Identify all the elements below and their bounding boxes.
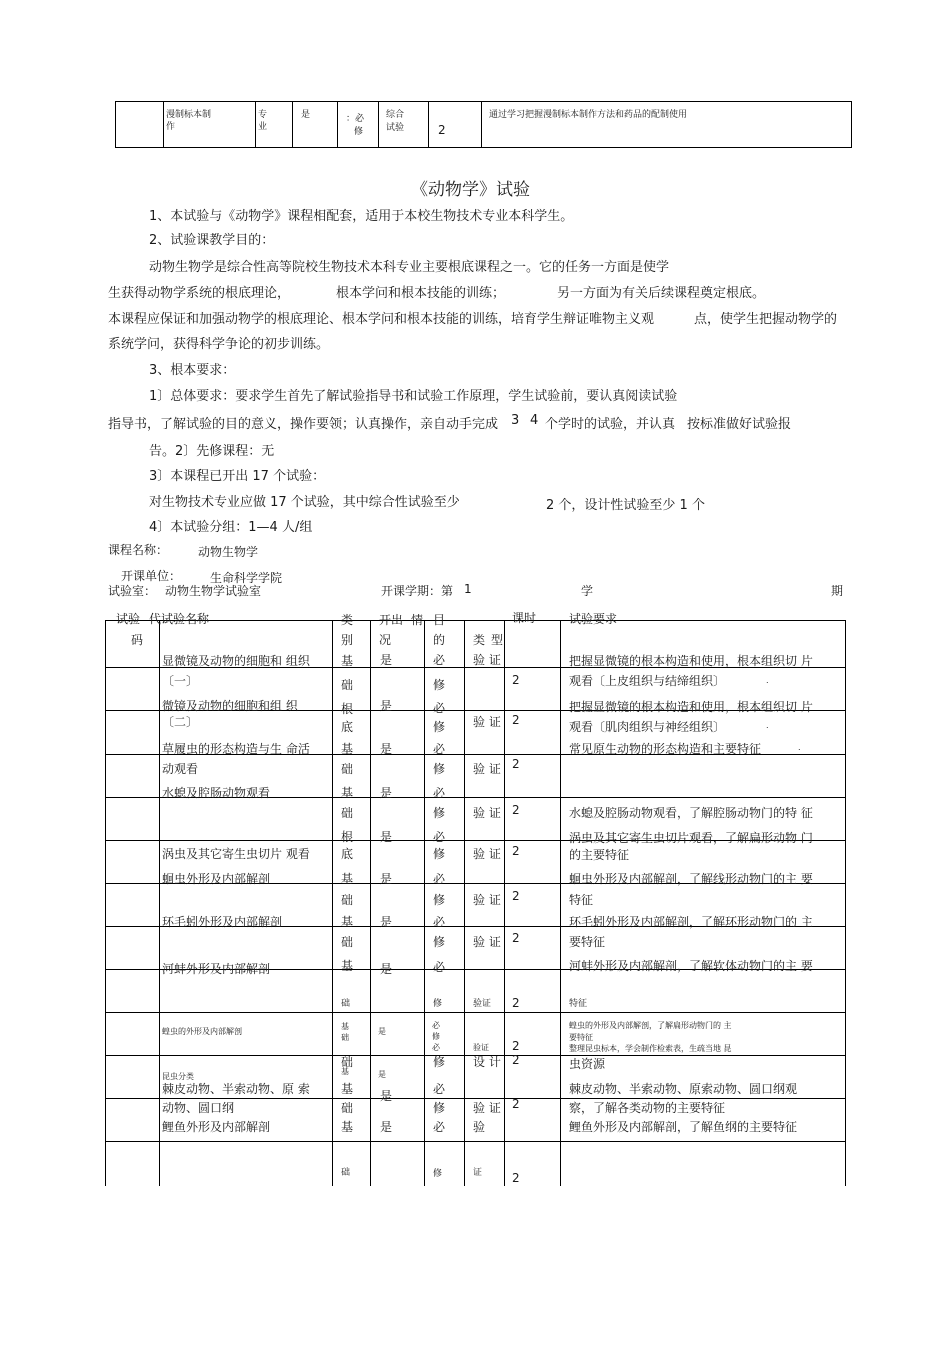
course-term-qi: 期: [831, 584, 844, 598]
top-type-2: 试验: [386, 123, 405, 133]
cell-req-9a: 蝗虫的外形及内部解剖，了解扁形动物门的 主: [569, 1021, 732, 1030]
cell-nature-2: 必: [433, 701, 446, 715]
cell-type-7: 验 证: [473, 935, 501, 949]
top-category-2: 业: [258, 122, 268, 132]
cell-hours-8: 2: [512, 996, 520, 1010]
cell-cat-5b: 底: [341, 847, 354, 861]
cell-nature-9b: 修: [432, 1032, 440, 1041]
cell-req-1b: 观看〔上皮组织与结缔组织〕: [569, 674, 726, 688]
top-requirement: 通过学习把握漫制标本制作方法和药品的配制使用: [489, 110, 688, 120]
cell-offered-4: 是: [380, 786, 393, 800]
header-offered-1: 开出: [379, 613, 404, 627]
course-term-xue: 学: [581, 584, 594, 598]
header-requirement: 试验要求: [569, 612, 618, 626]
cell-name-11b: 动物、圆口纲: [162, 1101, 235, 1115]
intro-p1: 1、本试验与《动物学》课程相配套，适用于本校生物技术专业本科学生。: [149, 209, 574, 224]
course-lab-label: 试验室：: [108, 584, 157, 598]
cell-cat-10b: 基: [341, 1067, 349, 1076]
header-type-2: 型: [491, 633, 504, 647]
top-name-2: 作: [166, 122, 176, 132]
cell-nature-8: 必: [433, 960, 446, 974]
cell-cat-8b: 础: [341, 999, 351, 1009]
cell-nature-11: 必: [433, 1082, 446, 1096]
top-offered: 是: [301, 110, 311, 120]
cell-hours-6: 2: [512, 889, 520, 903]
intro-p7: 3〕本课程已开出 17 个试验：: [149, 469, 326, 484]
cell-type-2: 验 证: [473, 715, 501, 729]
cell-hours-4: 2: [512, 803, 520, 817]
cell-type-3: 验 证: [473, 762, 501, 776]
intro-p3a: 动物生物学是综合性高等院校生物技术本科专业主要根底课程之一。它的任务一方面是使学: [149, 260, 670, 275]
cell-req-5b: 的主要特征: [569, 848, 630, 862]
course-name-value: 动物生物学: [198, 545, 259, 559]
cell-req-10b: 虫资源: [569, 1057, 606, 1071]
top-name-1: 漫制标本制: [166, 110, 212, 120]
cell-dot-3: .: [798, 743, 801, 752]
cell-cat-1: 基: [341, 654, 354, 668]
cell-req-7b: 要特征: [569, 935, 606, 949]
cell-offered-8: 是: [380, 962, 393, 976]
header-offered-3: 况: [379, 633, 392, 647]
header-code-2: 代: [149, 612, 162, 626]
intro-p5: 3、根本要求：: [149, 363, 236, 378]
cell-req-5a: 涡虫及其它寄生虫切片观看，了解扁形动物 门: [569, 831, 813, 845]
intro-p6b-1: 指导书，了解试验的目的意义，操作要领；认真操作，亲自动手完成: [108, 417, 499, 432]
cell-cat-8: 基: [341, 959, 354, 973]
header-nature-1: 目: [433, 613, 446, 627]
cell-type-1: 验 证: [473, 653, 501, 667]
cell-hours-2: 2: [512, 713, 520, 727]
cell-offered-10: 是: [378, 1070, 386, 1079]
cell-nature-13: 修: [433, 1169, 443, 1179]
cell-name-2b: 〔二〕: [162, 715, 199, 729]
cell-name-3b: 动观看: [162, 762, 199, 776]
cell-nature-2b: 修: [433, 720, 446, 734]
cell-nature-5: 必: [433, 830, 446, 844]
cell-hours-9: 2: [512, 1039, 520, 1053]
top-category-1: 专: [258, 110, 268, 120]
cell-req-2b: 观看〔肌肉组织与神经组织〕: [569, 720, 726, 734]
cell-nature-4: 必: [433, 786, 446, 800]
cell-req-7a: 环毛蚓外形及内部解剖，了解环形动物门的 主: [569, 915, 813, 929]
course-term-value: 1: [464, 582, 472, 596]
cell-nature-1b: 修: [433, 678, 446, 692]
top-type-1: 综合: [386, 110, 405, 120]
cell-nature-1: 必: [433, 653, 446, 667]
intro-p3b-2: 根本学问和根本技能的训练；: [336, 286, 506, 301]
cell-cat-12: 基: [341, 1120, 354, 1134]
cell-name-10: 昆虫分类: [162, 1072, 194, 1081]
cell-offered-1: 是: [380, 653, 393, 667]
top-nature-1: ：必: [346, 114, 365, 124]
cell-offered-9: 是: [378, 1027, 386, 1036]
cell-req-8b: 特征: [569, 999, 588, 1009]
cell-nature-4b: 修: [433, 806, 446, 820]
cell-type-5: 验 证: [473, 847, 501, 861]
cell-offered-7: 是: [380, 915, 393, 929]
cell-hours-10: 2: [512, 1053, 520, 1067]
cell-offered-12: 是: [380, 1120, 393, 1134]
cell-cat-2b: 底: [341, 720, 354, 734]
intro-p3b-3: 另一方面为有关后续课程奠定根底。: [557, 286, 766, 301]
cell-dot-2: .: [766, 721, 769, 730]
header-category-1: 类: [341, 613, 354, 627]
cell-type-8: 验证: [473, 999, 492, 1009]
cell-req-6a: 蛔虫外形及内部解剖，了解线形动物门的主 要: [569, 872, 813, 886]
cell-type-10: 设 计: [473, 1055, 501, 1069]
header-nature-2: 的: [433, 633, 446, 647]
cell-offered-3: 是: [380, 742, 393, 756]
cell-req-11a: 棘皮动物、半索动物、原索动物、圆口纲观: [569, 1082, 798, 1096]
cell-req-8a: 河蚌外形及内部解剖，了解软体动物门的主 要: [569, 959, 813, 973]
cell-nature-7: 必: [433, 915, 446, 929]
header-code-3: 码: [131, 633, 144, 647]
cell-hours-7: 2: [512, 931, 520, 945]
cell-req-2a: 把握显微镜的根本构造和使用，根本组织切 片: [569, 700, 813, 714]
cell-hours-1: 2: [512, 673, 520, 687]
top-hours: 2: [438, 123, 446, 137]
cell-cat-13: 础: [341, 1168, 351, 1178]
cell-req-4: 水螅及腔肠动物观看，了解腔肠动物门的特 征: [569, 806, 813, 820]
cell-nature-8b: 修: [433, 999, 443, 1009]
cell-cat-4b: 础: [341, 806, 354, 820]
cell-cat-9a: 基: [341, 1022, 349, 1031]
cell-cat-6b: 础: [341, 893, 354, 907]
cell-cat-5: 根: [341, 830, 354, 844]
cell-name-4: 水螅及腔肠动物观看: [162, 786, 271, 800]
cell-hours-13: 2: [512, 1171, 520, 1185]
cell-cat-1b: 础: [341, 678, 354, 692]
cell-offered-5: 是: [380, 830, 393, 844]
cell-offered-6: 是: [380, 872, 393, 886]
cell-nature-3b: 修: [433, 762, 446, 776]
cell-type-6: 验 证: [473, 893, 501, 907]
cell-type-11: 验 证: [473, 1101, 501, 1115]
course-name-label: 课程名称：: [108, 543, 169, 557]
intro-p6a: 1〕总体要求：要求学生首先了解试验指导书和试验工作原理，学生试验前，要认真阅读试验: [149, 389, 678, 404]
cell-cat-9b: 础: [341, 1033, 349, 1042]
cell-name-12: 鲤鱼外形及内部解剖: [162, 1120, 271, 1134]
cell-name-2a: 微镜及动物的细胞和组 织: [162, 699, 298, 713]
course-unit-label: 开课单位：: [121, 569, 182, 583]
intro-p4a-2: 点，使学生把握动物学的: [694, 312, 838, 327]
header-category-2: 别: [341, 633, 354, 647]
cell-req-10a: 整理昆虫标本，学会制作检索表，生疏当地 昆: [569, 1044, 732, 1053]
cell-name-1b: 〔一〕: [162, 674, 199, 688]
intro-p6b-4: 个学时的试验，并认真: [545, 417, 676, 432]
course-term-label: 开课学期：第: [381, 584, 454, 598]
cell-cat-3: 基: [341, 742, 354, 756]
cell-req-11b: 察，了解各类动物的主要特征: [569, 1101, 726, 1115]
intro-p9: 4〕本试验分组：1—4 人/组: [149, 520, 313, 535]
intro-p6b-3: 4: [530, 413, 539, 428]
intro-p4a-1: 本课程应保证和加强动物学的根底理论、根本学问和根本技能的训练，培育学生辩证唯物主义观: [108, 312, 655, 327]
cell-cat-7: 基: [341, 915, 354, 929]
cell-nature-12: 必: [433, 1120, 446, 1134]
intro-p8a: 对生物技术专业应做 17 个试验，其中综合性试验至少: [149, 495, 460, 510]
header-name: 试验名称: [161, 612, 210, 626]
cell-name-6: 蛔虫外形及内部解剖: [162, 872, 271, 886]
cell-req-12: 鲤鱼外形及内部解剖，了解鱼纲的主要特征: [569, 1120, 798, 1134]
cell-cat-4: 基: [341, 786, 354, 800]
cell-nature-6b: 修: [433, 893, 446, 907]
cell-offered-11: 是: [380, 1089, 393, 1103]
cell-req-6b: 特征: [569, 893, 594, 907]
top-nature-2: 修: [354, 127, 364, 137]
cell-hours-3: 2: [512, 757, 520, 771]
cell-name-5: 涡虫及其它寄生虫切片 观看: [162, 847, 310, 861]
cell-nature-6: 必: [433, 872, 446, 886]
cell-cat-2: 根: [341, 702, 354, 716]
intro-p3b-1: 生获得动物学系统的根底理论，: [108, 286, 291, 301]
cell-name-8: 河蚌外形及内部解剖: [162, 962, 271, 976]
intro-p6b-5: 按标准做好试验报: [687, 417, 792, 432]
header-offered-2: 情: [411, 613, 424, 627]
course-lab-value: 动物生物学试验室: [165, 584, 262, 598]
cell-cat-7b: 础: [341, 935, 354, 949]
cell-nature-11b: 修: [433, 1101, 446, 1115]
cell-nature-5b: 修: [433, 847, 446, 861]
header-code-1: 试验: [116, 612, 141, 626]
intro-p6c: 告。2〕先修课程：无: [149, 444, 275, 459]
cell-req-3: 常见原生动物的形态构造和主要特征: [569, 742, 762, 756]
cell-cat-11b: 础: [341, 1101, 354, 1115]
cell-nature-7b: 修: [433, 935, 446, 949]
cell-name-9: 蝗虫的外形及内部解剖: [162, 1027, 242, 1036]
cell-req-9b: 要特征: [569, 1033, 593, 1042]
cell-name-7: 环毛蚓外形及内部解剖: [162, 915, 283, 929]
intro-p6b-2: 3: [511, 413, 520, 428]
cell-name-1a: 显微镜及动物的细胞和 组织: [162, 654, 310, 668]
intro-p8b: 2 个，设计性试验至少 1 个: [546, 498, 705, 513]
cell-cat-3b: 础: [341, 762, 354, 776]
cell-nature-9c: 必: [432, 1043, 440, 1052]
cell-cat-10: 础: [341, 1055, 354, 1069]
intro-p4b: 系统学问，获得科学争论的初步训练。: [108, 337, 330, 352]
cell-hours-11: 2: [512, 1097, 520, 1111]
page-title: 《动物学》试验: [411, 180, 530, 200]
cell-name-3a: 草履虫的形态构造与生 命活: [162, 742, 310, 756]
cell-type-9: 验证: [473, 1043, 489, 1052]
cell-hours-5: 2: [512, 844, 520, 858]
cell-offered-2: 是: [380, 699, 393, 713]
cell-nature-9a: 必: [432, 1021, 440, 1030]
cell-cat-11: 基: [341, 1082, 354, 1096]
cell-nature-10: 修: [433, 1055, 446, 1069]
header-type-1: 类: [473, 633, 486, 647]
cell-name-11a: 棘皮动物、半索动物、原 索: [162, 1082, 310, 1096]
cell-type-4: 验 证: [473, 806, 501, 820]
header-hours: 课时: [512, 611, 537, 625]
cell-type-13: 证: [473, 1168, 483, 1178]
course-unit-value: 生命科学学院: [210, 571, 283, 585]
cell-cat-6: 基: [341, 872, 354, 886]
cell-type-12: 验: [473, 1120, 486, 1134]
cell-req-1a: 把握显微镜的根本构造和使用，根本组织切 片: [569, 654, 813, 668]
cell-dot-1: .: [766, 676, 769, 685]
cell-nature-3: 必: [433, 742, 446, 756]
intro-p2: 2、试验课教学目的：: [149, 233, 275, 248]
